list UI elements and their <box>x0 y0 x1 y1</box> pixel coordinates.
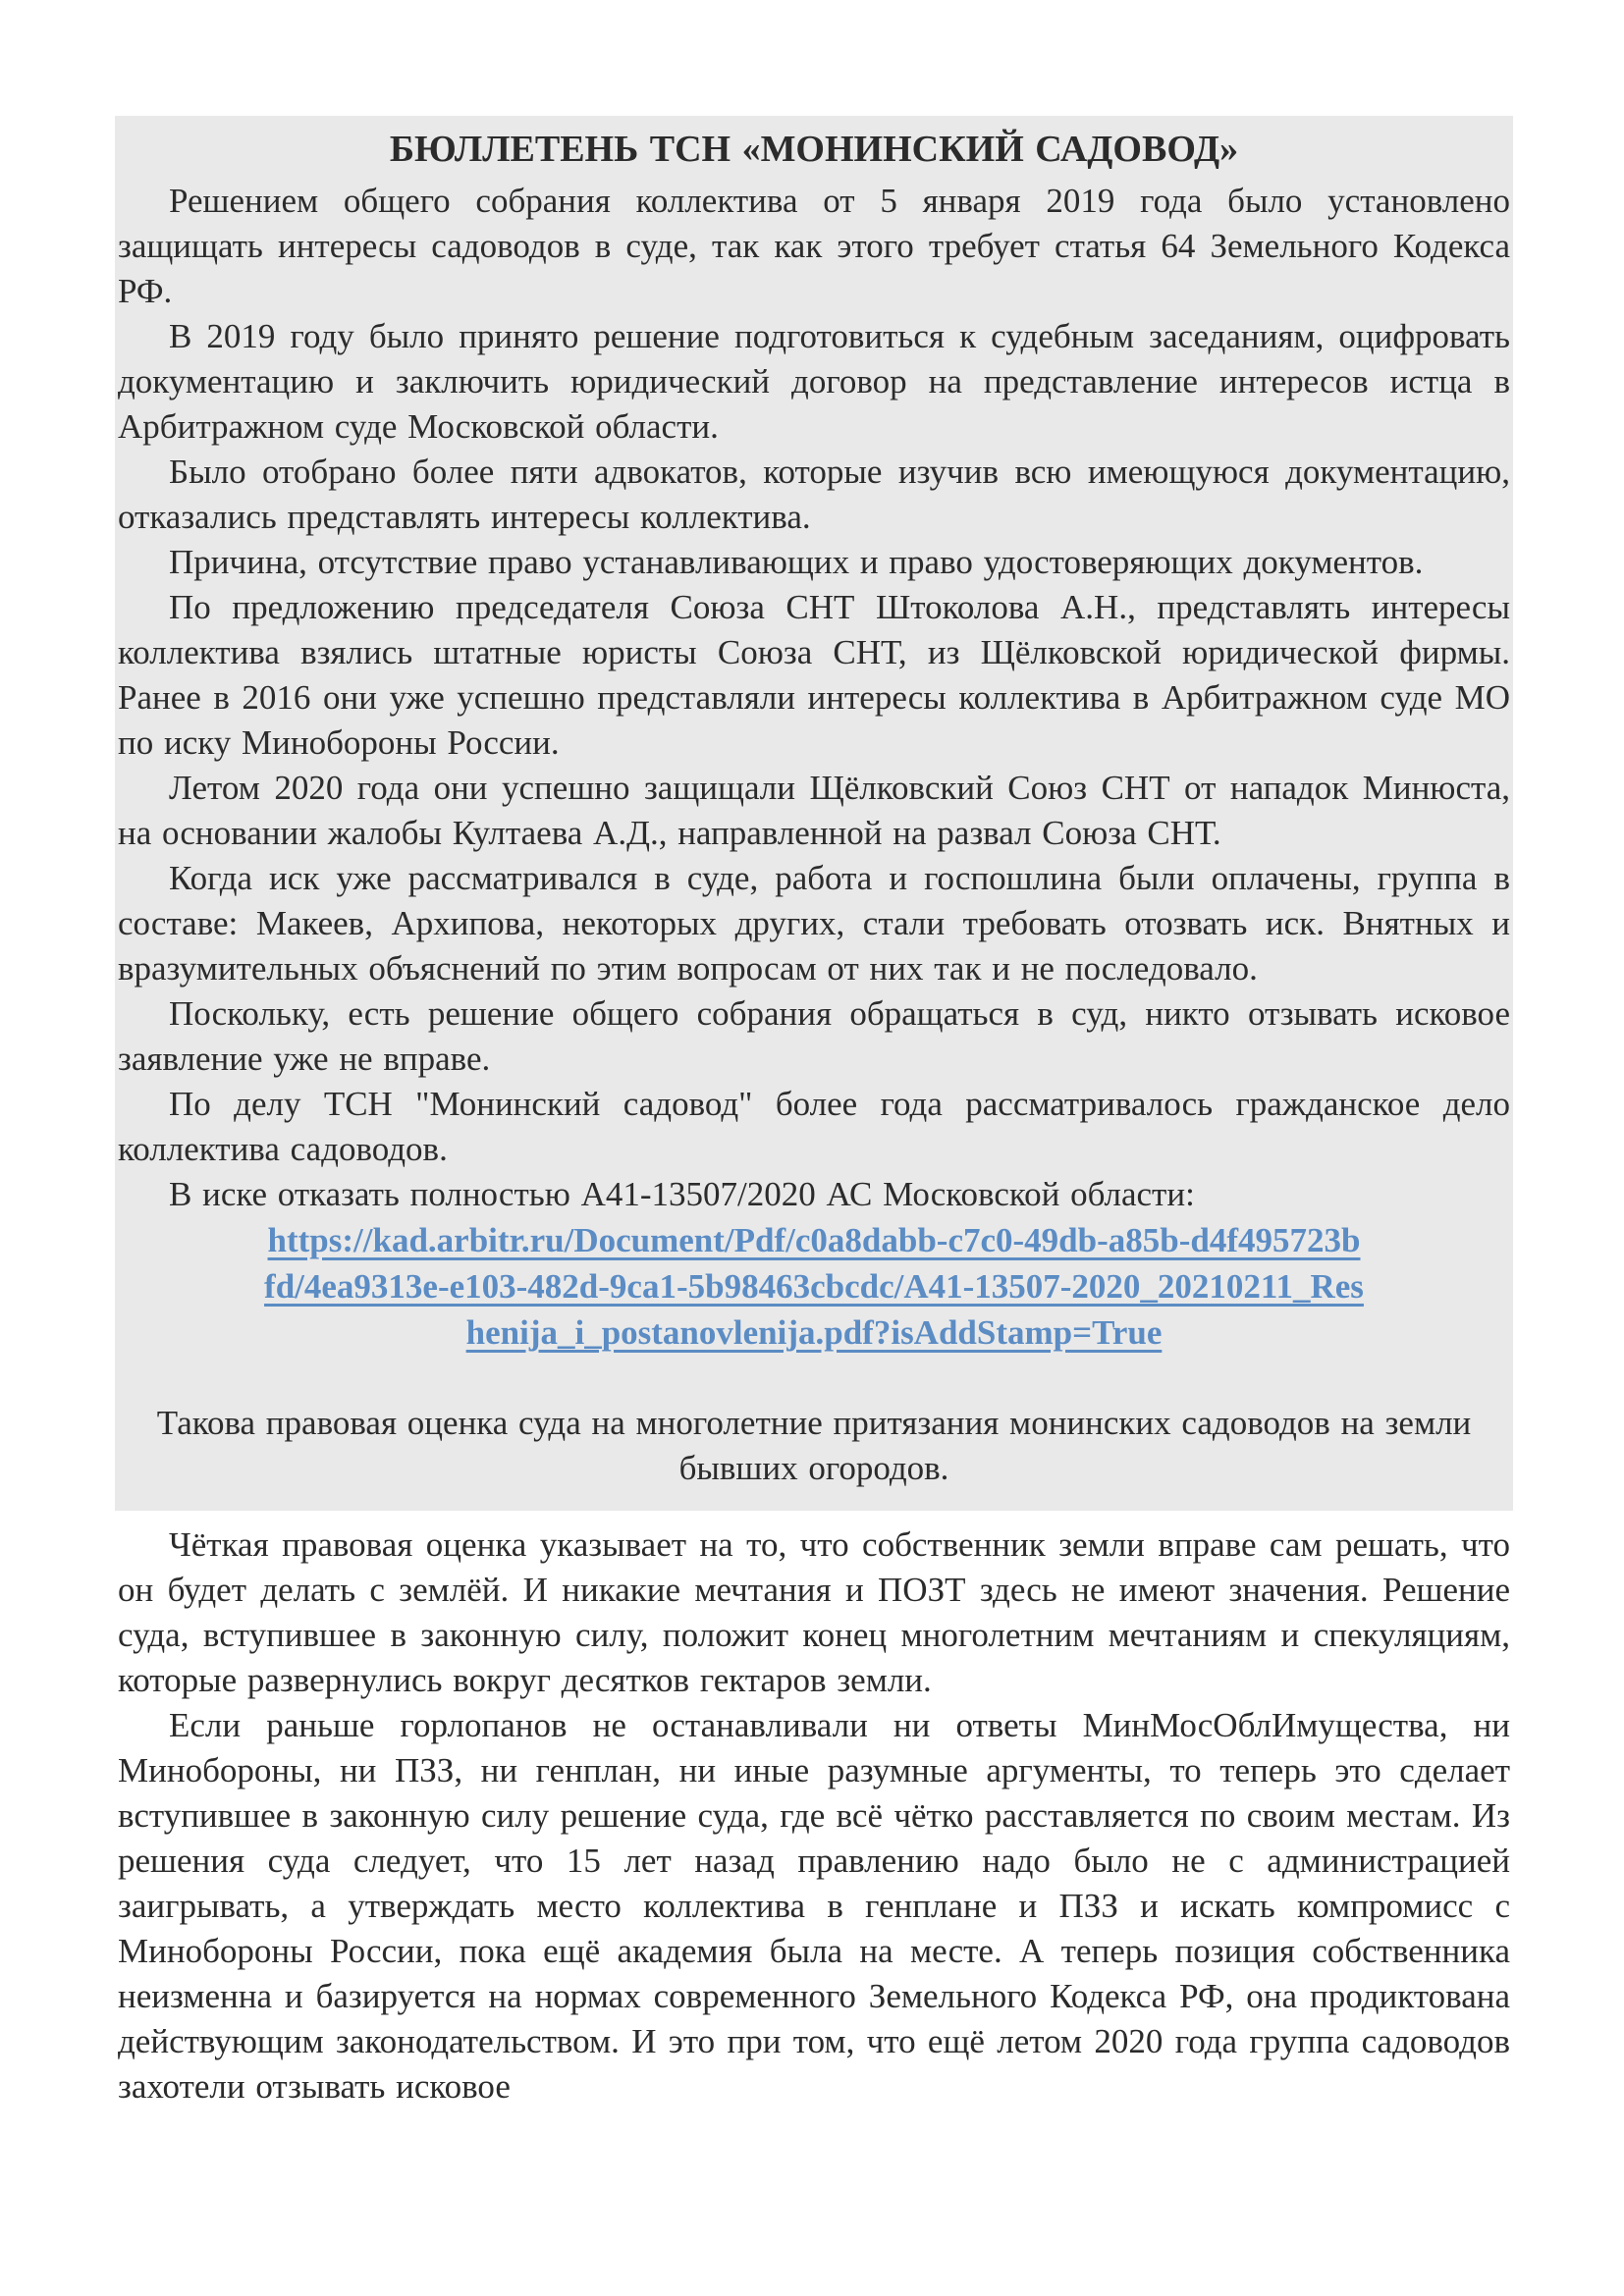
paragraph: По делу ТСН "Монинский садовод" более года рассматривалось гражданское дело коллектива садоводов. <box>118 1085 1510 1168</box>
shaded-section <box>115 116 1513 1511</box>
court-decision-link[interactable]: https://kad.arbitr.ru/Document/Pdf/c0a8dabb-c7c0-49db-a85b-d4f495723bfd/4ea9313e-e103-482d-9ca1-5b98463cbcdc/A41-13507-2020_20210211_Reshenija_i_postanovlenija.pdf?isAddStamp=True <box>264 1221 1364 1352</box>
link-paragraph <box>264 1217 1364 1356</box>
paragraph: Если раньше горлопанов не останавливали ни ответы МинМосОблИмущества, ни Минобороны, ни ПЗЗ, ни генплан, ни иные разумные аргументы, то теперь это сделает вступившее в законную силу решение суда, где всё чётко расставляется по своим местам. Из решения суда следует, что 15 лет назад правлению надо было не с администрацией заигрывать, а утверждать место коллектива в генплане и ПЗЗ и искать компромисс с Минобороны России, пока ещё академия была на месте. А теперь позиция собственника неизменна и базируется на нормах современного Земельного Кодекса РФ, она продиктована действующим законодательством. И это при том, что ещё летом 2020 года группа садоводов захотели отзывать исковое <box>118 1706 1510 2106</box>
document-title: БЮЛЛЕТЕНЬ ТСН «МОНИНСКИЙ САДОВОД» <box>389 129 1239 170</box>
verdict-paragraph: Такова правовая оценка суда на многолетние притязания монинских садоводов на земли бывших огородов. <box>156 1404 1472 1487</box>
paragraph: Причина, отсутствие право устанавливающих и право удостоверяющих документов. <box>169 543 1424 581</box>
paragraph: Когда иск уже рассматривался в суде, работа и госпошлина были оплачены, группа в составе: Макеев, Архипова, некоторых других, стали требовать отозвать иск. Внятных и вразумительных объяснений по этим вопросам от них так и не последовало. <box>118 859 1510 988</box>
paragraph: Летом 2020 года они успешно защищали Щёлковский Союз СНТ от нападок Минюста, на основании жалобы Култаева А.Д., направленной на развал Союза СНТ. <box>118 769 1510 852</box>
paragraph: Чёткая правовая оценка указывает на то, что собственник земли вправе сам решать, что он будет делать с землёй. И никакие мечтания и ПОЗТ здесь не имеют значения. Решение суда, вступившее в законную силу, положит конец многолетним мечтаниям и спекуляциям, которые развернулись вокруг десятков гектаров земли. <box>118 1525 1510 1699</box>
paragraph: По предложению председателя Союза СНТ Штоколова А.Н., представлять интересы коллектива взялись штатные юристы Союза СНТ, из Щёлковской юридической фирмы. Ранее в 2016 они уже успешно представляли интересы коллектива в Арбитражном суде МО по иску Минобороны России. <box>118 588 1510 762</box>
case-result-line: В иске отказать полностью А41-13507/2020 АС Московской области: <box>169 1175 1195 1213</box>
paragraph: Было отобрано более пяти адвокатов, которые изучив всю имеющуюся документацию, отказались представлять интересы коллектива. <box>118 453 1510 536</box>
unshaded-section <box>115 1511 1513 2109</box>
document-body <box>115 116 1513 2109</box>
paragraph: Решением общего собрания коллектива от 5 января 2019 года было установлено защищать интересы садоводов в суде, так как этого требует статья 64 Земельного Кодекса РФ. <box>118 182 1510 310</box>
paragraph: В 2019 году было принято решение подготовиться к судебным заседаниям, оцифровать документацию и заключить юридический договор на представление интересов истца в Арбитражном суде Московской области. <box>118 317 1510 446</box>
paragraph: Поскольку, есть решение общего собрания обращаться в суд, никто отзывать исковое заявление уже не вправе. <box>118 994 1510 1078</box>
